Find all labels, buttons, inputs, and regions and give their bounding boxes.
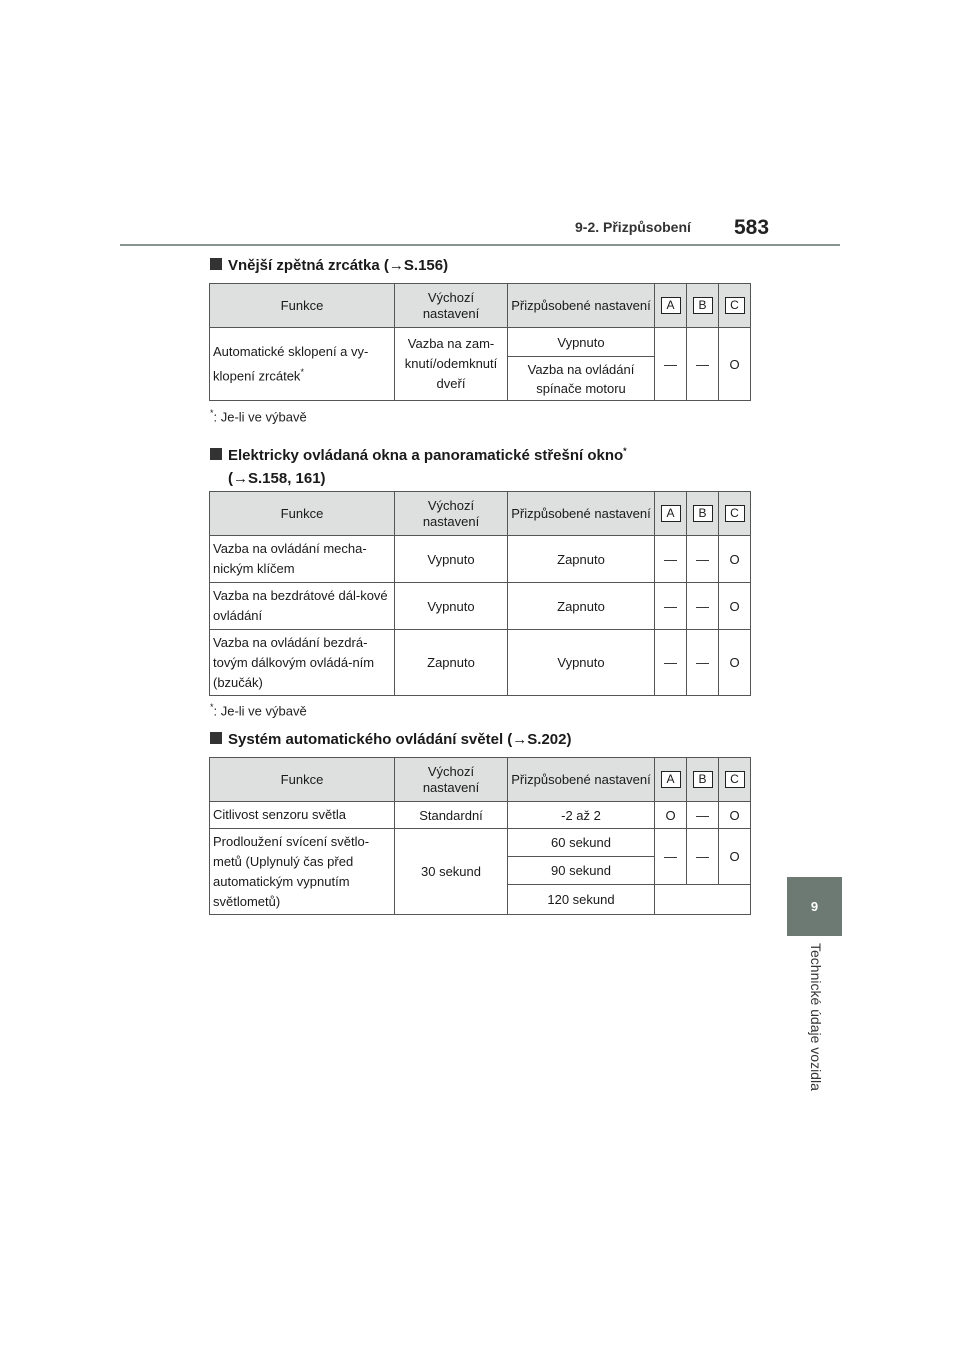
a-cell: — — [655, 536, 687, 583]
custom-cell: Vypnuto — [508, 328, 655, 357]
custom-cell: Zapnuto — [508, 536, 655, 583]
table-row — [210, 630, 751, 696]
function-cell: Automatické sklopení a vy-klopení zrcátek* — [210, 328, 395, 401]
custom-cell: Vypnuto — [508, 630, 655, 696]
custom-cell: 60 sekund — [508, 829, 655, 857]
c-cell: O — [719, 829, 751, 885]
footnote: *: Je-li ve výbavě — [210, 408, 307, 425]
bullet-square-icon — [210, 258, 222, 270]
a-cell: O — [655, 802, 687, 829]
table-row — [210, 583, 751, 630]
c-cell: O — [719, 630, 751, 696]
b-cell: — — [687, 583, 719, 630]
col-header-c: C — [719, 284, 751, 328]
table-row — [210, 802, 751, 829]
empty-cell — [655, 885, 751, 915]
default-cell: Standardní — [395, 802, 508, 829]
col-header-custom: Přizpůsobené nastavení — [508, 758, 655, 802]
col-header-function: Funkce — [210, 492, 395, 536]
a-cell: — — [655, 829, 687, 885]
col-header-b: B — [687, 284, 719, 328]
default-cell: Zapnuto — [395, 630, 508, 696]
windows-table — [209, 491, 751, 696]
custom-cell: Vazba na ovládání spínače motoru — [508, 357, 655, 401]
chapter-tab[interactable] — [787, 877, 842, 936]
function-cell: Prodloužení svícení světlo-metů (Uplynulý čas před automatickým vypnutím světlometů) — [210, 829, 395, 915]
col-header-function: Funkce — [210, 758, 395, 802]
header-divider — [120, 244, 840, 246]
b-cell: — — [687, 328, 719, 401]
default-cell: Vazba na zam-knutí/odemknutí dveří — [395, 328, 508, 401]
bullet-square-icon — [210, 448, 222, 460]
table-row — [210, 536, 751, 583]
function-cell: Vazba na ovládání mecha-nickým klíčem — [210, 536, 395, 583]
b-cell: — — [687, 802, 719, 829]
function-cell: Citlivost senzoru světla — [210, 802, 395, 829]
chapter-number: 9 — [810, 899, 819, 914]
col-header-custom: Přizpůsobené nastavení — [508, 284, 655, 328]
custom-cell: Zapnuto — [508, 583, 655, 630]
table-row — [210, 829, 751, 857]
col-header-default: Výchozí nastavení — [395, 492, 508, 536]
a-cell: — — [655, 328, 687, 401]
footnote: *: Je-li ve výbavě — [210, 702, 307, 719]
col-header-c: C — [719, 492, 751, 536]
lights-table — [209, 757, 751, 915]
page-number: 583 — [734, 216, 770, 239]
mirrors-table — [209, 283, 751, 401]
section-heading-mirrors: Vnější zpětná zrcátka (→S.156) — [210, 254, 448, 277]
col-header-a: A — [655, 492, 687, 536]
section-heading-lights: Systém automatického ovládání světel (→S.202) — [210, 728, 571, 751]
col-header-custom: Přizpůsobené nastavení — [508, 492, 655, 536]
b-cell: — — [687, 536, 719, 583]
c-cell: O — [719, 328, 751, 401]
col-header-default: Výchozí nastavení — [395, 758, 508, 802]
bullet-square-icon — [210, 732, 222, 744]
col-header-a: A — [655, 284, 687, 328]
default-cell: Vypnuto — [395, 583, 508, 630]
col-header-function: Funkce — [210, 284, 395, 328]
a-cell: — — [655, 630, 687, 696]
default-cell: Vypnuto — [395, 536, 508, 583]
col-header-b: B — [687, 492, 719, 536]
col-header-b: B — [687, 758, 719, 802]
chapter-label: Technické údaje vozidla — [808, 943, 824, 1091]
custom-cell: -2 až 2 — [508, 802, 655, 829]
b-cell: — — [687, 630, 719, 696]
a-cell: — — [655, 583, 687, 630]
function-cell: Vazba na ovládání bezdrá-tovým dálkovým ovládá-ním (bzučák) — [210, 630, 395, 696]
c-cell: O — [719, 583, 751, 630]
custom-cell: 120 sekund — [508, 885, 655, 915]
b-cell: — — [687, 829, 719, 885]
col-header-a: A — [655, 758, 687, 802]
default-cell: 30 sekund — [395, 829, 508, 915]
c-cell: O — [719, 536, 751, 583]
c-cell: O — [719, 802, 751, 829]
function-cell: Vazba na bezdrátové dál-kové ovládání — [210, 583, 395, 630]
header-section: 9-2. Přizpůsobení — [575, 219, 691, 235]
section-heading-windows: Elektricky ovládaná okna a panoramatické střešní okno* (→S.158, 161) — [210, 440, 627, 490]
custom-cell: 90 sekund — [508, 857, 655, 885]
col-header-c: C — [719, 758, 751, 802]
col-header-default: Výchozí nastavení — [395, 284, 508, 328]
